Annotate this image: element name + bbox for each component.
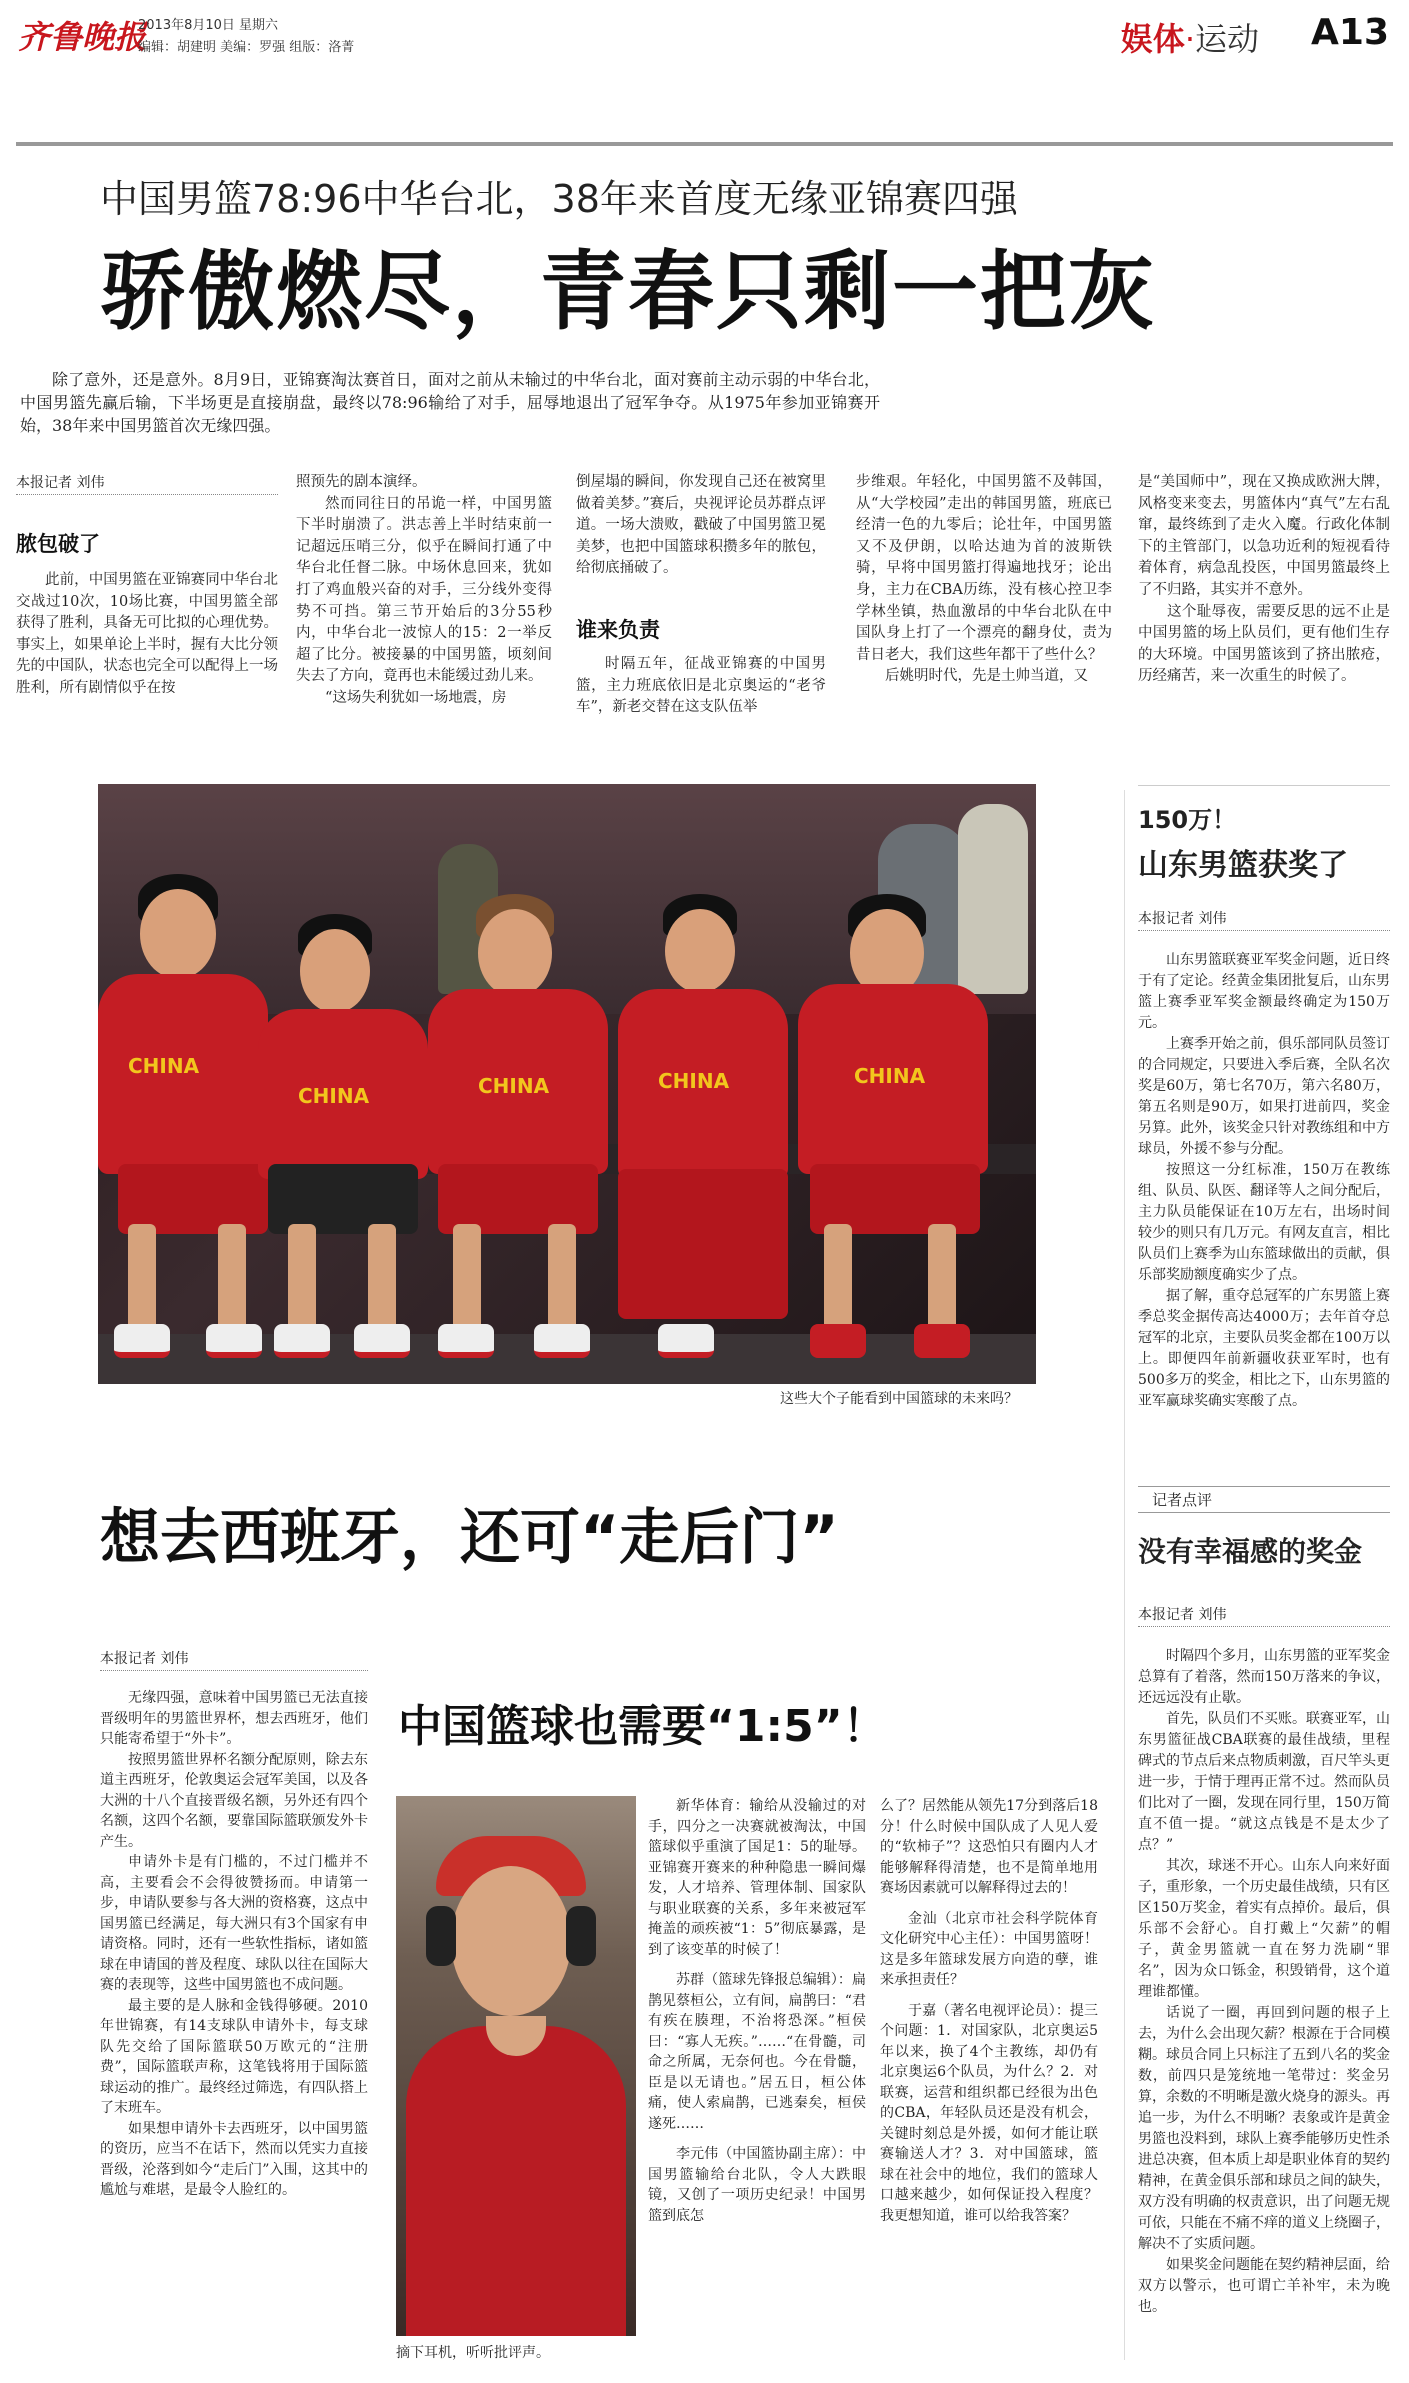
lead-col-4: [856, 472, 1112, 688]
side2-p3: 其次，球迷不开心。山东人向来好面子，重形象，一个历史最佳战绩，只有区区150万奖金，着实有点掉价。最后，俱乐部不会舒心。自打戴上“欠薪”的帽子，黄金男篮就一直在努力洗刷“罪名”，因为众口铄金，积毁销骨，这个道理谁都懂。: [1138, 1858, 1390, 2000]
side1-headline: 山东男篮获奖了: [1138, 848, 1348, 883]
lead-headline: 骄傲燃尽，青春只剩一把灰: [100, 242, 1156, 342]
story3-photo: [396, 1796, 636, 2336]
side2-body: [1138, 1646, 1390, 2318]
story3-headline: 中国篮球也需要“1:5”！: [398, 1701, 887, 1752]
lead-intro: [20, 368, 880, 437]
story3-photo-caption: 摘下耳机，听听批评声。: [396, 2345, 550, 2361]
lead-col-2: [296, 472, 552, 710]
section-name: 娱体: [1120, 20, 1185, 58]
lead-col-1-text: 此前，中国男篮在亚锦赛同中华台北交战过10次，10场比赛，中国男篮全部获得了胜利，具备无可比拟的心理优势。事实上，如果单论上半时，握有大比分领先的中国队，状态也完全可以配得上一场胜利，所有剧情似乎在按: [16, 572, 278, 696]
lead-col-3b: [576, 654, 826, 719]
side2-label: [1138, 1486, 1390, 1513]
story3-c1b: 苏群（篮球先锋报总编辑）：扁鹊见蔡桓公，立有间，扁鹊曰：“君有疾在腠理，不治将恐深。”桓侯曰：“寡人无疾。”……“在骨髓，司命之所属，无奈何也。今在骨髓，臣是以无请也。”居五日，桓公体痛，使人索扁鹊，已逃秦矣，桓侯遂死……: [648, 1972, 866, 2132]
lead-col-4-text-b: 后姚明时代，先是土帅当道，又: [885, 668, 1088, 685]
story2-p1: 无缘四强，意味着中国男篮已无法直接晋级明年的男篮世界杯，想去西班牙，他们只能寄希望于“外卡”。: [100, 1690, 368, 1747]
side2-p2: 首先，队员们不买账。联赛亚军，山东男篮征战CBA联赛的最佳战绩，里程碑式的节点后来点物质刺激，百尺竿头更进一步，于情于理再正常不过。然而队员们比对了一圈，发现在同行里，150万简直不值一提。“就这点钱是不是太少了点？”: [1138, 1711, 1390, 1853]
subsection-name: 运动: [1194, 20, 1259, 58]
story3-col-1: [648, 1796, 866, 2226]
story3-col-2: [880, 1796, 1098, 2226]
lead-kicker: 中国男篮78:96中华台北，38年来首度无缘亚锦赛四强: [100, 177, 1018, 221]
lead-col-3: [576, 472, 826, 580]
sidebar-rule: [1138, 785, 1390, 786]
lead-intro-text: 除了意外，还是意外。8月9日，亚锦赛淘汰赛首日，面对之前从未输过的中华台北，面对赛前主动示弱的中华台北，中国男篮先赢后输，下半场更是直接崩盘，最终以78:96输给了对手，屈辱地退出了冠军争夺。从1975年参加亚锦赛开始，38年来中国男篮首次无缘四强。: [20, 370, 880, 435]
masthead: [0, 0, 1409, 70]
lead-col-5: [1138, 472, 1390, 688]
main-photo: [98, 784, 1036, 1384]
lead-subhead-2: 谁来负责: [576, 618, 660, 642]
side1-body: [1138, 950, 1390, 1412]
player-1-jersey-text: CHINA: [128, 1054, 200, 1078]
player-3-jersey-text: CHINA: [478, 1074, 550, 1098]
lead-subhead-1: 脓包破了: [16, 532, 100, 556]
lead-col-5-text-a: 是“美国师中”，现在又换成欧洲大牌，风格变来变去，男篮体内“真气”左右乱窜，最终练到了走火入魔。行政化体制下的主管部门，以急功近利的短视看待着体育，病急乱投医，中国男篮最终上了不归路，其实并不意外。: [1138, 474, 1390, 598]
section-label: 娱体·运动: [1120, 20, 1259, 58]
paper-logo: 齐鲁晚报: [18, 18, 147, 56]
issue-date: 2013年8月10日 星期六: [138, 18, 279, 33]
side1-p1: 山东男篮联赛亚军奖金问题，近日终于有了定论。经黄金集团批复后，山东男篮上赛季亚军奖金额最终确定为150万元。: [1138, 952, 1390, 1031]
side1-kicker: 150万！: [1138, 806, 1237, 834]
side2-p5: 如果奖金问题能在契约精神层面，给双方以警示，也可谓亡羊补牢，未为晚也。: [1138, 2257, 1390, 2315]
player-2-jersey-text: CHINA: [298, 1084, 370, 1108]
lead-col-4-text-a: 步维艰。年轻化，中国男篮不及韩国，从“大学校园”走出的韩国男篮，班底已经清一色的九零后；论壮年，中国男篮又不及伊朗，以哈达迪为首的波斯铁骑，早将中国男篮打得遍地找牙；论出身，主力在CBA历练，没有核心控卫李学林坐镇，热血激昂的中华台北队在中国队身上打了一个漂亮的翻身仗，责为昔日老大，我们这些年都干了些什么？: [856, 474, 1112, 663]
story2-p4: 最主要的是人脉和金钱得够硬。2010年世锦赛，有14支球队申请外卡，每支球队先交给了国际篮联50万欧元的“注册费”，国际篮联声称，这笔钱将用于国际篮球运动的推广。最终经过筛选，有四队搭上了末班车。: [100, 1997, 368, 2116]
side1-p2: 上赛季开始之前，俱乐部同队员签订的合同规定，只要进入季后赛，全队名次奖是60万，第七名70万，第六名80万，第五名则是90万，如果打进前四，奖金另算。此外，该奖金只针对教练组和中方球员，外援不参与分配。: [1138, 1036, 1390, 1157]
side1-p4: 据了解，重夺总冠军的广东男篮上赛季总奖金据传高达4000万；去年首夺总冠军的北京，主要队员奖金都在100万以上。即便四年前新疆收获亚军时，也有500多万的奖金，相比之下，山东男篮的亚军赢球奖确实寒酸了点。: [1138, 1288, 1390, 1409]
player-4-jersey-text: CHINA: [658, 1069, 730, 1093]
story2-p3: 申请外卡是有门槛的，不过门槛并不高，主要看会不会得彼赞扬而。申请第一步，申请队要参与各大洲的资格赛，这点中国男篮已经满足，每大洲只有3个国家有申请资格。同时，还有一些软性指标，诸如篮球在申请国的普及程度、球队以往在国际大赛的表现等，这些中国男篮也不成问题。: [100, 1854, 368, 1993]
side2-headline: 没有幸福感的奖金: [1138, 1535, 1363, 1568]
lead-col-2-text-c: “这场失利犹如一场地震，房: [325, 689, 507, 706]
story2-byline: 本报记者 刘伟: [100, 1651, 189, 1667]
lead-col-2-text-b: 然而同往日的吊诡一样，中国男篮下半时崩溃了。洪志善上半时结束前一记超远压哨三分，似乎在瞬间打通了中华台北任督二脉。中场休息回来，犹如打了鸡血般兴奋的对手，三分线外变得势不可挡。第三节开始后的3分55秒内，中华台北一波惊人的15：2一举反超了比分。被接暴的中国男篮，顷刻间失去了方向，竟再也未能缓过劲儿来。: [296, 495, 552, 685]
story2-headline: 想去西班牙，还可“走后门”: [100, 1503, 839, 1573]
side2-p4: 话说了一圈，再回到问题的根子上去，为什么会出现欠薪？根源在于合同模糊。球员合同上只标注了五到八名的奖金数，前四只是笼统地一笔带过：奖金另算，余数的不明晰是激火烧身的源头。再追一步，为什么不明晰？表象或许是黄金男篮也没料到，球队上赛季能够历史性杀进总决赛，但本质上却是职业体育的契约精神，在黄金俱乐部和球员之间的缺失，双方没有明确的权责意识，出了问题无规可依，只能在不痛不痒的道义上绕圈子，解决不了实质问题。: [1138, 2005, 1390, 2252]
page-number: A13: [1311, 12, 1389, 53]
story2-p5: 如果想申请外卡去西班牙，以中国男篮的资历，应当不在话下，然而以凭实力直接晋级，沦落到如今“走后门”入围，这其中的尴尬与难堪，是最令人脸红的。: [100, 2120, 368, 2198]
lead-byline: 本报记者 刘伟: [16, 475, 105, 491]
lead-col-3-text-a: 倒屋塌的瞬间，你发现自己还在被窝里做着美梦。”赛后，央视评论员苏群点评道。一场大溃败，戳破了中国男篮卫冕美梦，也把中国篮球积攒多年的脓包，给彻底捅破了。: [576, 474, 826, 577]
story2-p2: 按照男篮世界杯名额分配原则，除去东道主西班牙，伦敦奥运会冠军美国，以及各大洲的十八个直接晋级名额，另外还有四个名额，这四个名额，要靠国际篮联颁发外卡产生。: [100, 1751, 368, 1850]
side2-label-text: 记者点评: [1152, 1491, 1213, 1509]
side1-p3: 按照这一分红标准，150万在教练组、队员、队医、翻译等人之间分配后，主力队员能保证在10万左右，出场时间较少的则只有几万元。有网友直言，相比队员们上赛季为山东篮球做出的贡献，俱乐部奖励额度确实少了点。: [1138, 1162, 1390, 1283]
story3-c1c: 李元伟（中国篮协副主席）：中国男篮输给台北队，令人大跌眼镜，又创了一项历史纪录！中国男篮到底怎: [648, 2146, 866, 2224]
story3-c2a: 么了？居然能从领先17分到落后18分！什么时候中国队成了人见人爱的“软柿子”？这恐怕只有圈内人才能够解释得清楚，也不是简单地用赛场因素就可以解释得过去的！: [880, 1798, 1098, 1896]
main-photo-caption: 这些大个子能看到中国篮球的未来吗？: [780, 1391, 1018, 1407]
side2-byline: 本报记者 刘伟: [1138, 1607, 1227, 1623]
lead-col-3-text-b: 时隔五年，征战亚锦赛的中国男篮，主力班底依旧是北京奥运的“老爷车”，新老交替在这支队伍举: [576, 656, 826, 716]
masthead-rule: [16, 142, 1393, 146]
side2-p1: 时隔四个多月，山东男篮的亚军奖金总算有了着落，然而150万落来的争议，还远远没有止歇。: [1138, 1648, 1390, 1706]
lead-col-1: [16, 570, 278, 700]
side1-byline: 本报记者 刘伟: [1138, 911, 1227, 927]
lead-col-5-text-b: 这个耻辱夜，需要反思的远不止是中国男篮的场上队员们，更有他们生存的大环境。中国男篮该到了挤出脓疮，历经痛苦，来一次重生的时候了。: [1138, 603, 1390, 685]
story3-c1a: 新华体育：输给从没输过的对手，四分之一决赛就被淘汰，中国篮球似乎重演了国足1：5的耻辱。亚锦赛开赛来的种种隐患一瞬间爆发，人才培养、管理体制、国家队与职业联赛的关系，多年来被冠军掩盖的顽疾被“1：5”彻底暴露，是到了该变革的时候了！: [648, 1798, 866, 1958]
player-5-jersey-text: CHINA: [854, 1064, 926, 1088]
story3-c2c: 于嘉（著名电视评论员）：提三个问题：1．对国家队，北京奥运5年以来，换了4个主教练，却仍有北京奥运6个队员，为什么？2．对联赛，运营和组织都已经很为出色的CBA，年轻队员还是没有机会，关键时刻总是外援，如何才能让联赛输送人才？3．对中国篮球，篮球在社会中的地位，我们的篮球人口越来越少，如何保证投入程度？我更想知道，谁可以给我答案？: [880, 2002, 1098, 2224]
story2-body: [100, 1688, 368, 2201]
editors-line: 编辑：胡建明 美编：罗强 组版：洛菁: [138, 40, 355, 55]
column-divider: [1124, 790, 1125, 2360]
story3-c2b: 金汕（北京市社会科学院体育文化研究中心主任）：中国男篮呀！这是多年篮球发展方向造的孽，谁来承担责任？: [880, 1910, 1098, 1988]
lead-col-2-text-a: 照预先的剧本演绎。: [296, 474, 427, 490]
